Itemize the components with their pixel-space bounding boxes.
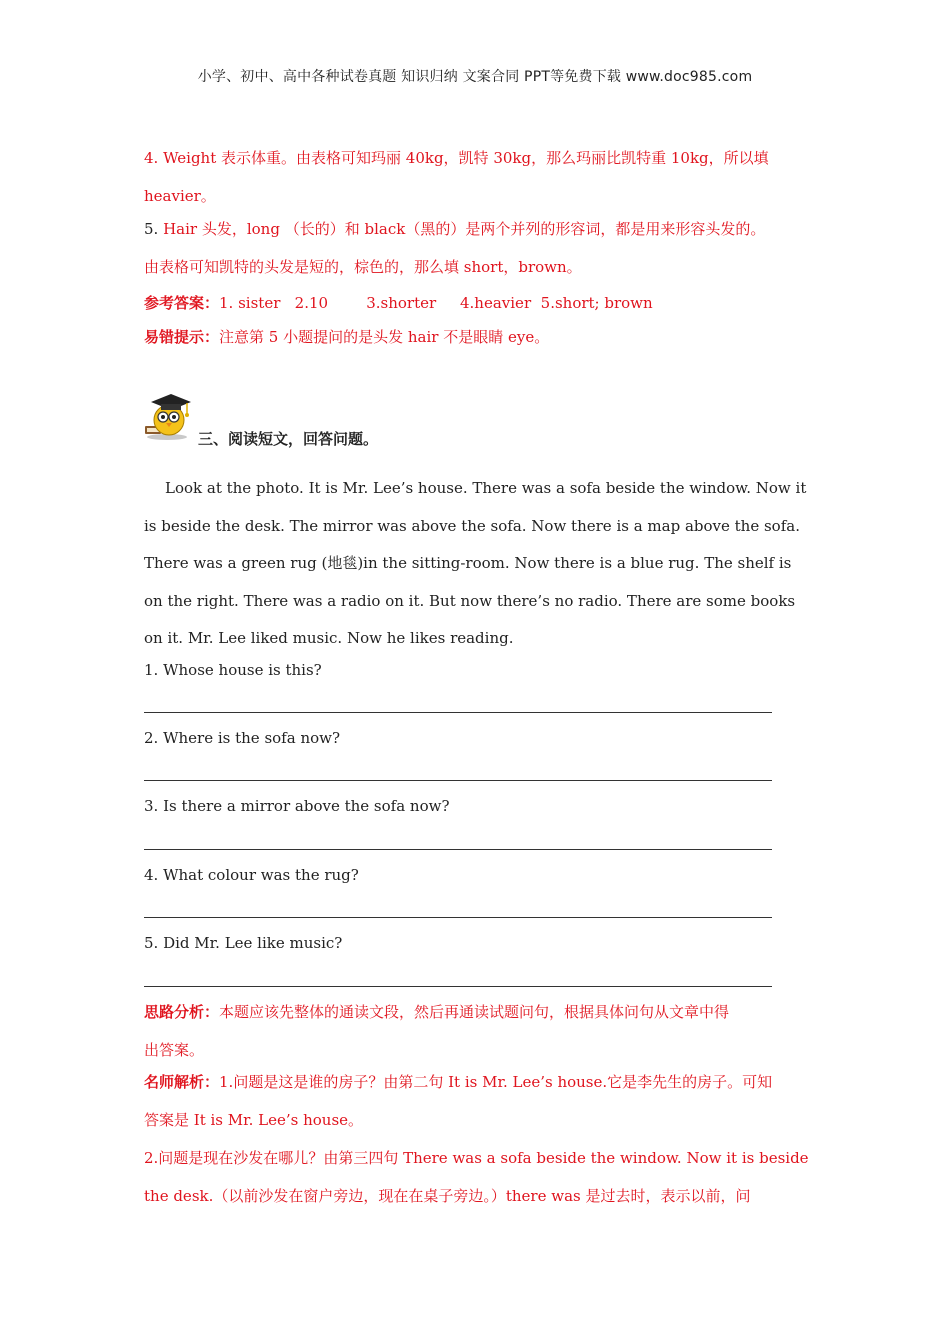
tip-label: 易错提示： [144, 328, 220, 346]
analysis-block [144, 993, 809, 1069]
question-2: 2. Where is the sofa now? [144, 729, 341, 747]
answer-line-5[interactable] [144, 986, 772, 987]
graduate-owl-icon [141, 388, 197, 440]
explanation-item-4 [144, 139, 809, 215]
analysis-line2: 出答案。 [144, 1041, 205, 1059]
answer-text: 1. sister 2.10 3.shorter 4.heavier 5.short; brown [219, 294, 653, 312]
question-4: 4. What colour was the rug? [144, 866, 359, 884]
answer-line-1[interactable] [144, 712, 772, 713]
reference-answer [144, 292, 809, 313]
explanation-4-line1: 4. Weight 表示体重。由表格可知玛丽 40kg，凯特 30kg，那么玛丽比凯特重 10kg，所以填 [144, 149, 769, 167]
answer-line-4[interactable] [144, 917, 772, 918]
teacher-line3: 2.问题是现在沙发在哪儿？由第三四句 There was a sofa beside the window. Now it is beside [144, 1149, 809, 1167]
teacher-analysis-block [144, 1063, 809, 1215]
answer-line-3[interactable] [144, 849, 772, 850]
teacher-line4: the desk.（以前沙发在窗户旁边，现在在桌子旁边。）there was 是过去时，表示以前，问 [144, 1187, 751, 1205]
explanation-5-line1: Hair 头发，long （长的）和 black（黑的）是两个并列的形容词，都是用来形容头发的。 [163, 220, 766, 238]
explanation-5-line2: 由表格可知凯特的头发是短的，棕色的，那么填 short，brown。 [144, 258, 582, 276]
answer-label: 参考答案： [144, 294, 220, 312]
teacher-line2: 答案是 It is Mr. Lee’s house。 [144, 1111, 364, 1129]
analysis-label: 思路分析： [144, 1003, 220, 1021]
explanation-4-line2: heavier。 [144, 187, 216, 205]
explanation-item-5 [144, 210, 809, 286]
analysis-line1: 本题应该先整体的通读文段，然后再通读试题问句，根据具体问句从文章中得 [219, 1003, 730, 1021]
question-5: 5. Did Mr. Lee like music? [144, 934, 343, 952]
teacher-label: 名师解析： [144, 1073, 220, 1091]
tip-text: 注意第 5 小题提问的是头发 hair 不是眼睛 eye。 [219, 328, 550, 346]
question-3: 3. Is there a mirror above the sofa now? [144, 797, 450, 815]
teacher-line1: 1.问题是这是谁的房子？由第二句 It is Mr. Lee’s house.它是李先生的房子。可知 [219, 1073, 773, 1091]
answer-line-2[interactable] [144, 780, 772, 781]
question-1: 1. Whose house is this? [144, 661, 322, 679]
reading-passage: Look at the photo. It is Mr. Lee’s house. There was a sofa beside the window. Now it is beside the desk. The mirror was above the sofa. Now there is a map above the sofa. There was a green rug (地毯)in the sitting-room. Now there is a blue rug. The shelf is on the right. There was a radio on it. But now there’s no radio. There are some books on it. Mr. Lee liked music. Now he likes reading. [144, 479, 807, 647]
section-title: 三、阅读短文，回答问题。 [198, 430, 379, 448]
page-header: 小学、初中、高中各种试卷真题 知识归纳 文案合同 PPT等免费下载 www.doc985.com [197, 69, 753, 85]
error-tip [144, 326, 809, 347]
explanation-5-number: 5. [144, 220, 164, 238]
